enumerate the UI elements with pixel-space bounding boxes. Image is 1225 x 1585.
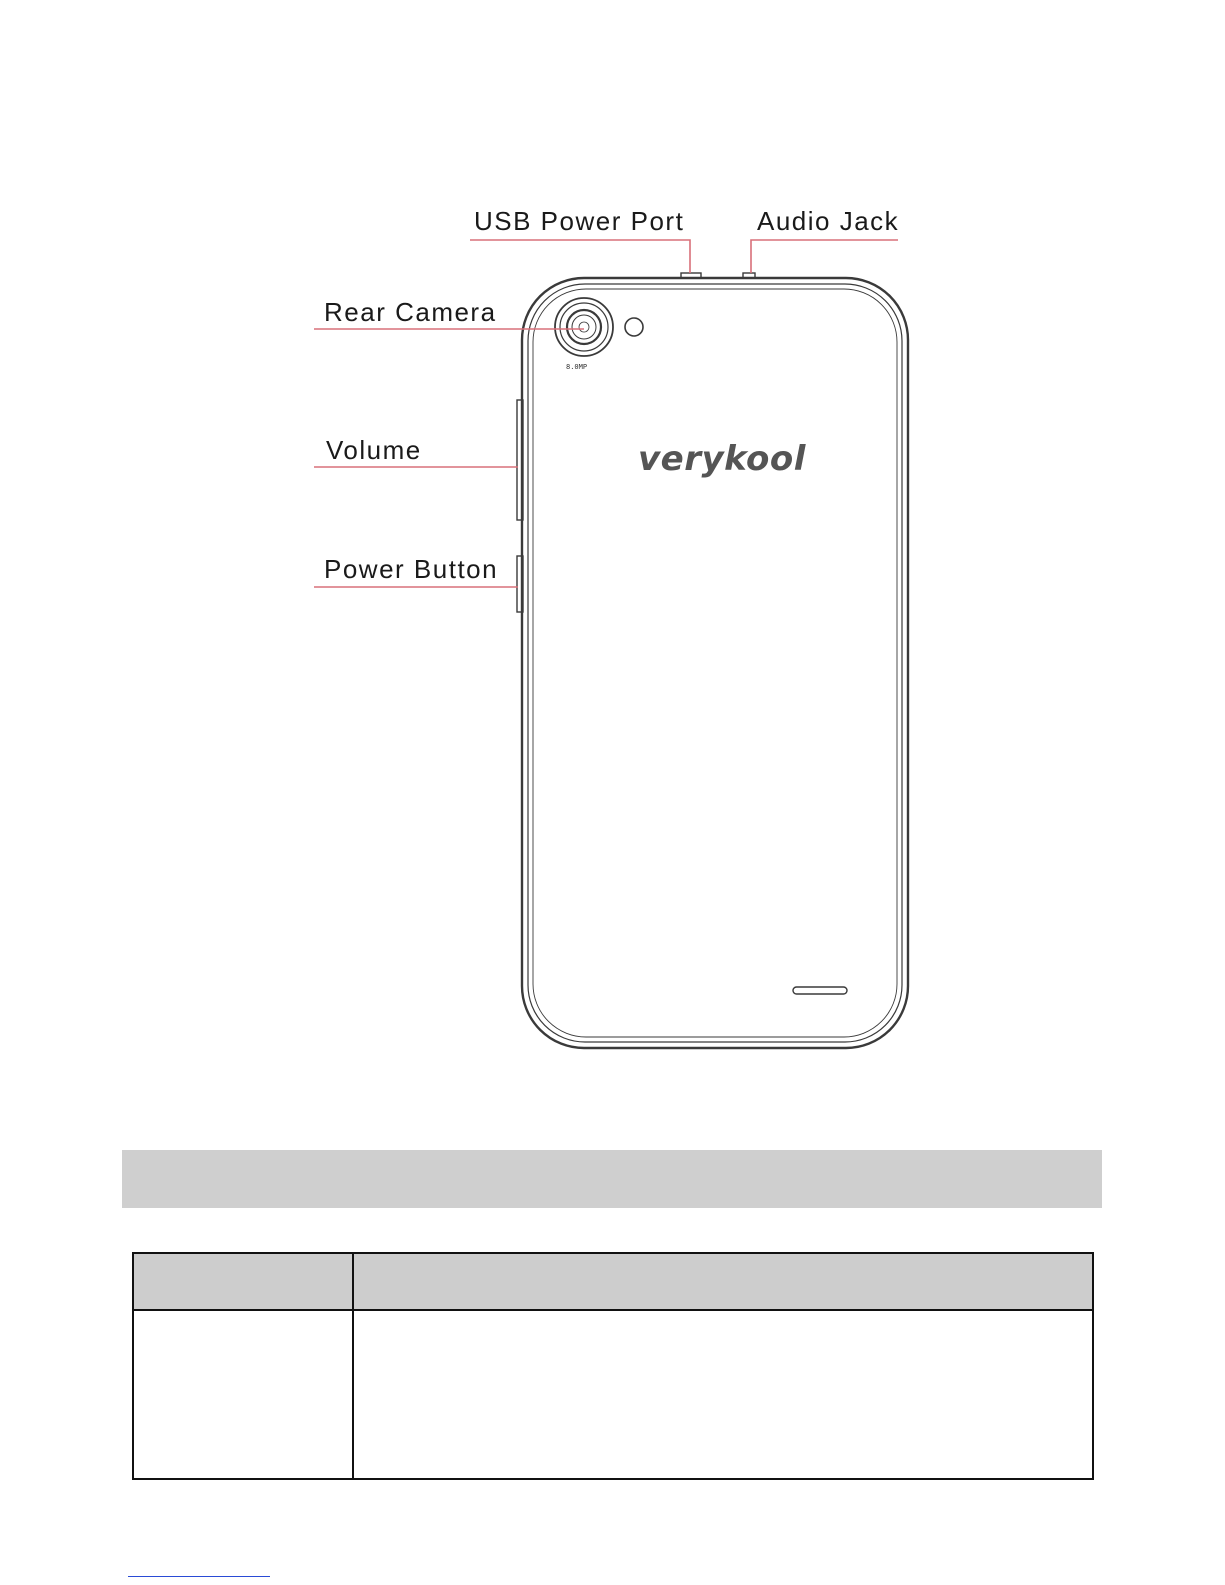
- section-header-bar: [122, 1150, 1102, 1208]
- table-header-cell-1: [133, 1253, 353, 1310]
- callout-power-button: [314, 554, 518, 587]
- table-cell-2: [353, 1310, 1093, 1479]
- speaker-grille: [793, 987, 847, 994]
- svg-text:Power Button: Power Button: [324, 554, 499, 584]
- callout-volume: [314, 435, 518, 467]
- table-header-row: [133, 1253, 1093, 1310]
- footer-link-underline[interactable]: [128, 1576, 270, 1577]
- svg-text:USB Power Port: USB Power Port: [474, 206, 685, 236]
- table-row: [133, 1310, 1093, 1479]
- flash-led: [625, 318, 643, 336]
- rear-camera-lens: [555, 298, 613, 356]
- svg-text:Volume: Volume: [326, 435, 422, 465]
- svg-text:Audio Jack: Audio Jack: [757, 206, 900, 236]
- phone-body: [522, 278, 908, 1048]
- table-header-cell-2: [353, 1253, 1093, 1310]
- brand-logo: verykool: [638, 439, 806, 479]
- svg-text:Rear Camera: Rear Camera: [324, 297, 497, 327]
- callout-usb-power-port: [470, 206, 690, 273]
- callout-audio-jack: [751, 206, 899, 273]
- table-cell-1: [133, 1310, 353, 1479]
- camera-marking: 8.0MP: [566, 363, 588, 371]
- info-table: [132, 1252, 1094, 1480]
